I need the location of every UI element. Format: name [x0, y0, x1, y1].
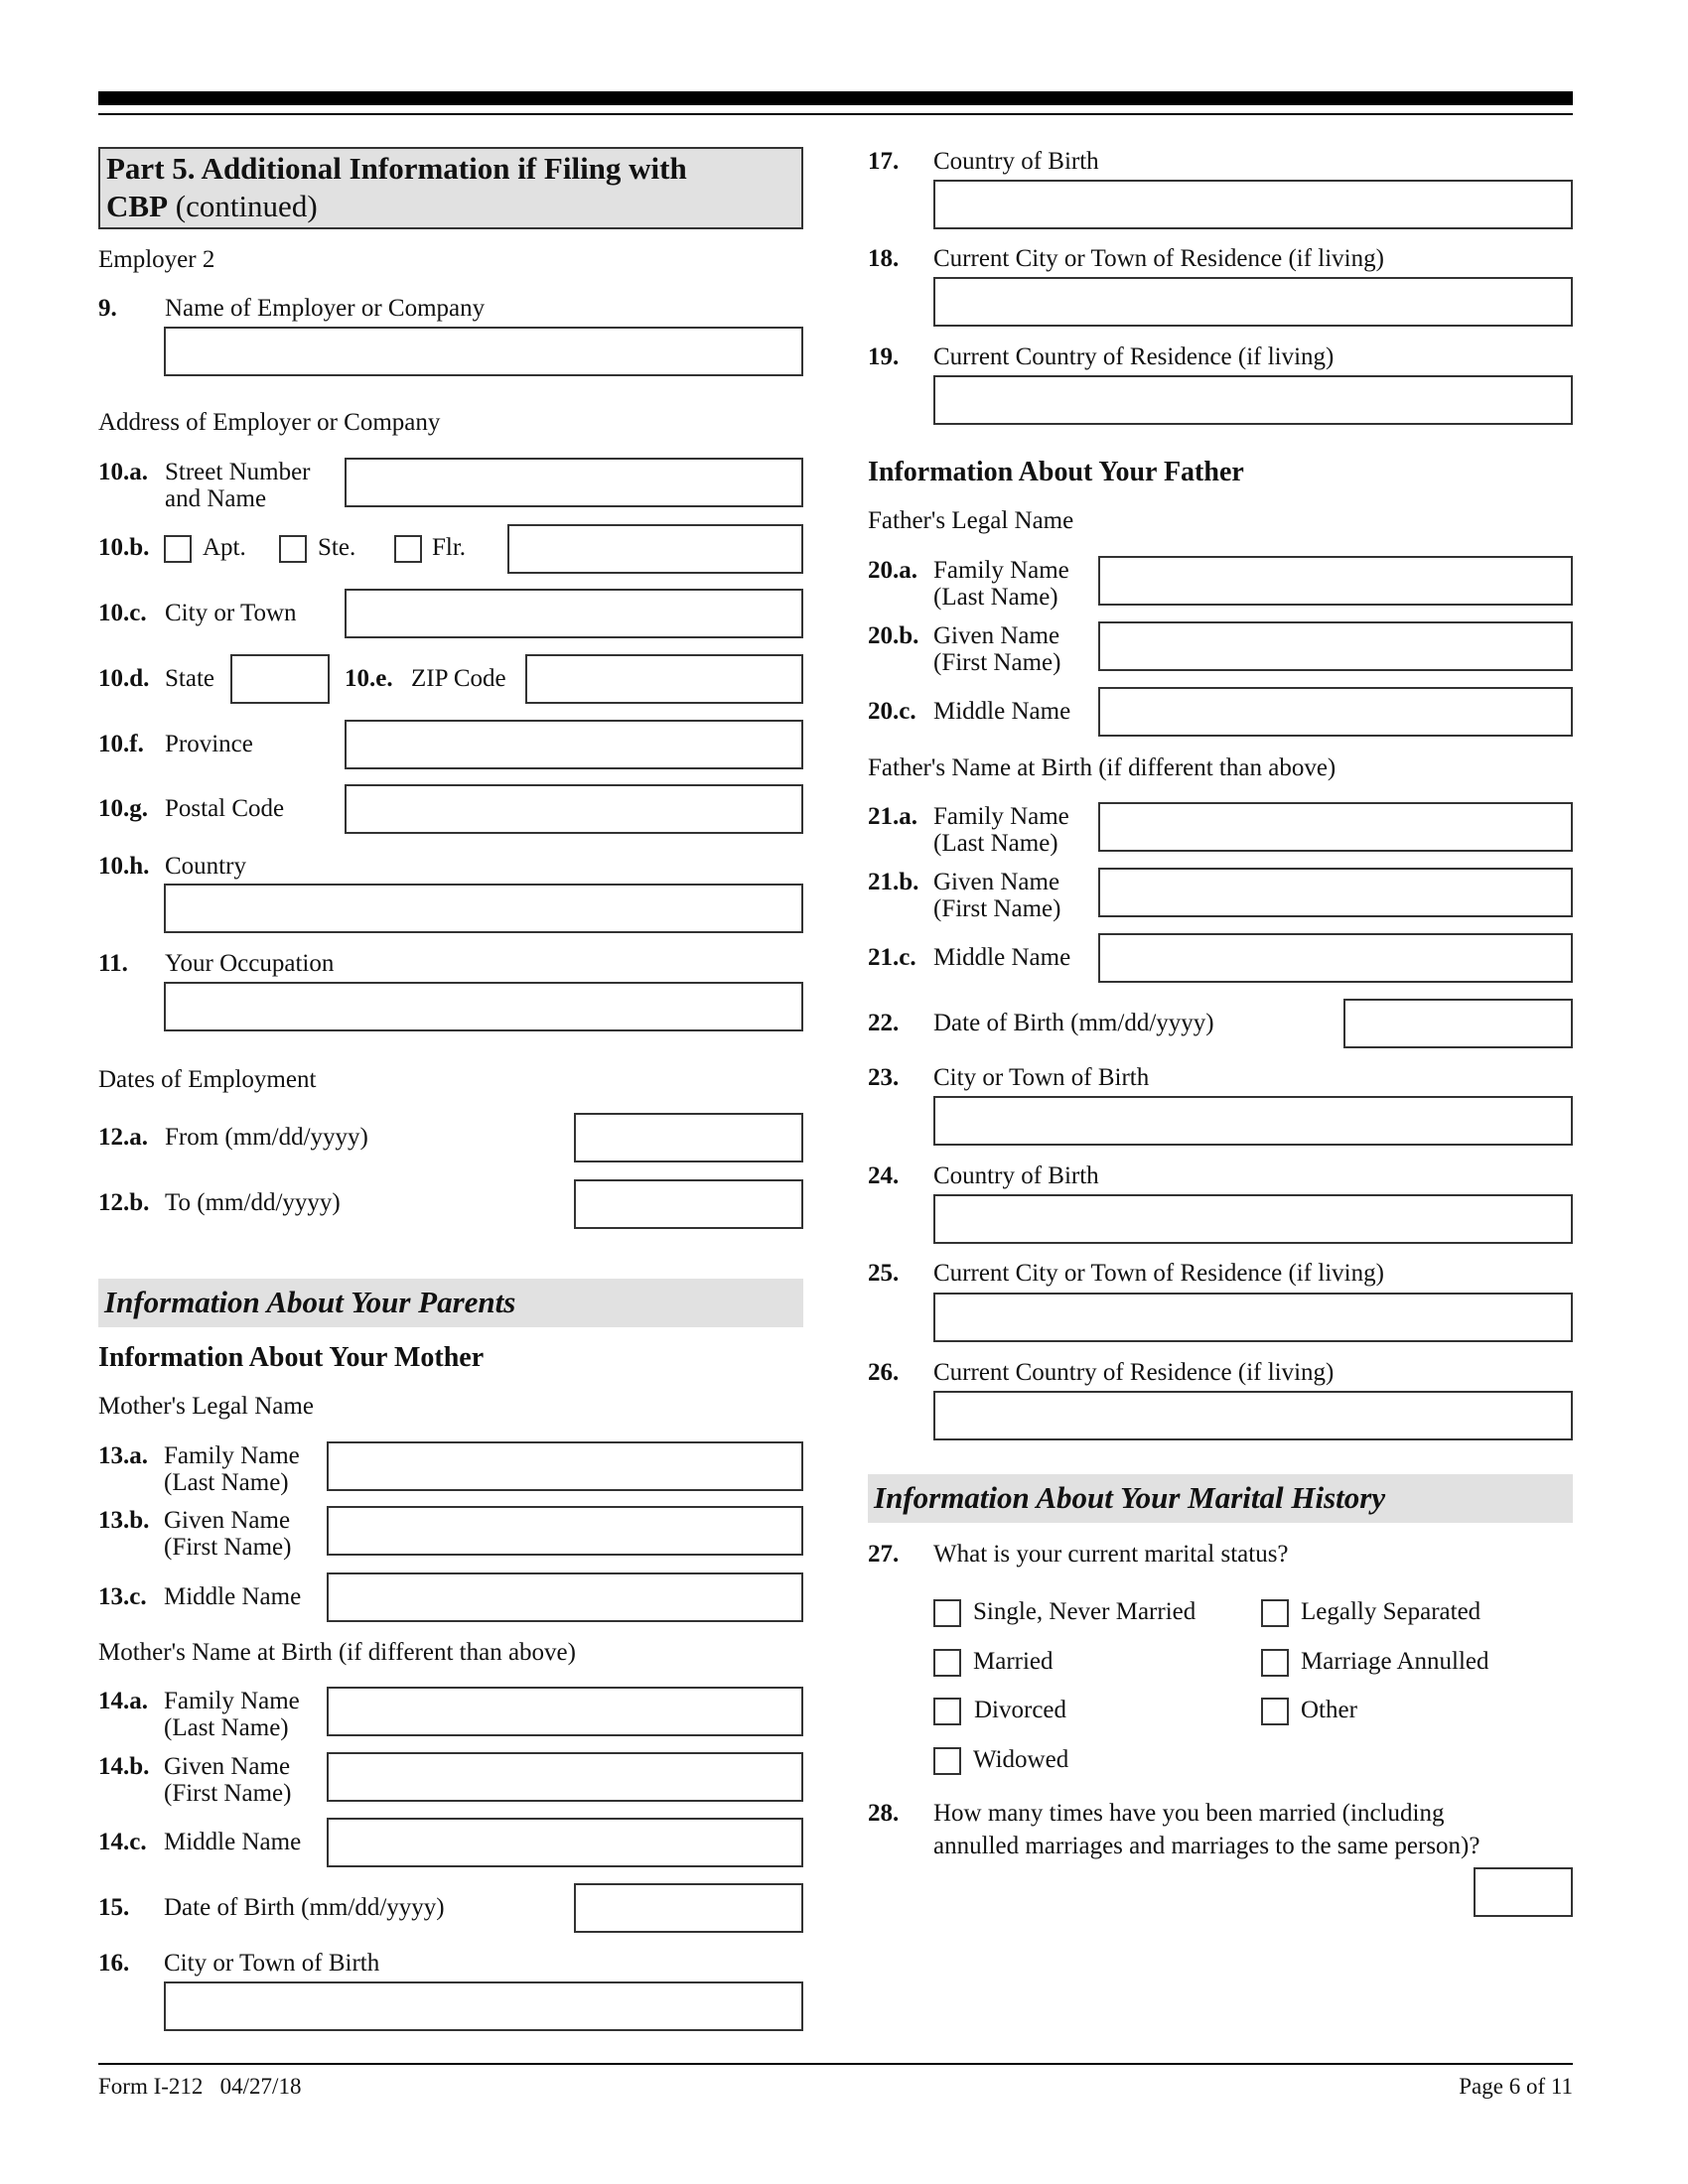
mother-middle-name-input[interactable] [327, 1572, 803, 1622]
father-country-of-birth-input[interactable] [933, 1194, 1573, 1244]
q13a-label-line1: Family Name [164, 1442, 300, 1469]
q13b-label-line2: (First Name) [164, 1534, 292, 1561]
q22-label: Date of Birth (mm/dd/yyyy) [933, 1010, 1214, 1036]
q10g-label: Postal Code [165, 795, 285, 822]
q21b-number: 21.b. [868, 869, 919, 895]
q18-label: Current City or Town of Residence (if living) [933, 245, 1384, 272]
part-title-continued: (continued) [168, 189, 318, 223]
times-married-input[interactable] [1474, 1867, 1573, 1917]
postal-code-input[interactable] [345, 784, 803, 834]
parents-section-banner: Information About Your Parents [98, 1279, 803, 1327]
q27-number: 27. [868, 1541, 900, 1568]
q14c-number: 14.c. [98, 1829, 147, 1855]
q23-label: City or Town of Birth [933, 1064, 1150, 1091]
q20b-label [933, 622, 1060, 676]
father-birth-name-label: Father's Name at Birth (if different than above) [868, 754, 1336, 781]
widowed-checkbox[interactable] [933, 1747, 961, 1775]
q21a-number: 21.a. [868, 803, 917, 830]
flr-checkbox[interactable] [394, 535, 422, 563]
to-date-input[interactable] [574, 1179, 803, 1229]
q10g-number: 10.g. [98, 795, 148, 822]
q14a-label [164, 1688, 300, 1741]
q20c-number: 20.c. [868, 698, 916, 725]
father-residence-city-input[interactable] [933, 1293, 1573, 1342]
q13b-label-line1: Given Name [164, 1507, 291, 1534]
q27-label: What is your current marital status? [933, 1541, 1289, 1568]
mother-birth-name-label: Mother's Name at Birth (if different than above) [98, 1639, 576, 1666]
q20a-label-line2: (Last Name) [933, 584, 1058, 611]
legally-separated-checkbox[interactable] [1261, 1599, 1289, 1627]
q28-number: 28. [868, 1800, 900, 1827]
mother-heading: Information About Your Mother [98, 1342, 485, 1373]
q13c-label: Middle Name [164, 1583, 302, 1610]
q13b-label [164, 1507, 291, 1561]
q20b-number: 20.b. [868, 622, 919, 649]
q13b-number: 13.b. [98, 1507, 150, 1534]
father-city-of-birth-input[interactable] [933, 1096, 1573, 1146]
mother-birth-family-name-input[interactable] [327, 1687, 803, 1736]
q21b-label [933, 869, 1060, 922]
employer-2-label: Employer 2 [98, 246, 215, 273]
employer-name-input[interactable] [164, 327, 803, 376]
q20a-number: 20.a. [868, 557, 917, 584]
q12b-label: To (mm/dd/yyyy) [165, 1189, 341, 1216]
mother-residence-country-input[interactable] [933, 375, 1573, 425]
page-number-footer: Page 6 of 11 [1459, 2074, 1573, 2099]
q14b-label-line2: (First Name) [164, 1780, 292, 1807]
apt-label: Apt. [203, 534, 246, 561]
header-rule-thin [98, 113, 1573, 115]
father-dob-input[interactable] [1343, 999, 1573, 1048]
q25-label: Current City or Town of Residence (if living) [933, 1260, 1384, 1287]
q17-label: Country of Birth [933, 148, 1099, 175]
q10c-label: City or Town [165, 600, 297, 626]
married-checkbox[interactable] [933, 1649, 961, 1677]
father-legal-name-label: Father's Legal Name [868, 507, 1074, 534]
q16-label: City or Town of Birth [164, 1950, 380, 1977]
q12a-number: 12.a. [98, 1124, 148, 1151]
marriage-annulled-label: Marriage Annulled [1301, 1648, 1489, 1675]
apt-checkbox[interactable] [164, 535, 192, 563]
header-rule-thick [98, 91, 1573, 105]
q12a-label: From (mm/dd/yyyy) [165, 1124, 368, 1151]
q16-number: 16. [98, 1950, 130, 1977]
mother-legal-name-label: Mother's Legal Name [98, 1393, 314, 1420]
mother-country-of-birth-input[interactable] [933, 180, 1573, 229]
q24-label: Country of Birth [933, 1162, 1099, 1189]
q14a-label-line1: Family Name [164, 1688, 300, 1714]
q14c-label: Middle Name [164, 1829, 302, 1855]
q10b-number: 10.b. [98, 534, 150, 561]
other-checkbox[interactable] [1261, 1698, 1289, 1725]
q23-number: 23. [868, 1064, 900, 1091]
mother-dob-input[interactable] [574, 1883, 803, 1933]
q9-label: Name of Employer or Company [165, 295, 486, 322]
q10d-label: State [165, 665, 214, 692]
city-input[interactable] [345, 589, 803, 638]
single-checkbox[interactable] [933, 1599, 961, 1627]
q19-number: 19. [868, 343, 900, 370]
divorced-checkbox[interactable] [933, 1698, 961, 1725]
address-section-label: Address of Employer or Company [98, 409, 441, 436]
q21b-label-line1: Given Name [933, 869, 1060, 895]
q24-number: 24. [868, 1162, 900, 1189]
married-label: Married [973, 1648, 1054, 1675]
father-residence-country-input[interactable] [933, 1391, 1573, 1440]
occupation-input[interactable] [164, 982, 803, 1031]
other-label: Other [1301, 1697, 1357, 1723]
from-date-input[interactable] [574, 1113, 803, 1162]
q14b-label-line1: Given Name [164, 1753, 291, 1780]
q20c-label: Middle Name [933, 698, 1071, 725]
unit-number-input[interactable] [507, 524, 803, 574]
q14a-label-line2: (Last Name) [164, 1714, 289, 1741]
ste-label: Ste. [318, 534, 356, 561]
q10a-label-line2: and Name [165, 485, 267, 512]
ste-checkbox[interactable] [279, 535, 307, 563]
q22-number: 22. [868, 1010, 900, 1036]
zip-input[interactable] [525, 654, 803, 704]
marriage-annulled-checkbox[interactable] [1261, 1649, 1289, 1677]
divorced-label: Divorced [974, 1697, 1067, 1723]
q11-number: 11. [98, 950, 128, 977]
q12b-number: 12.b. [98, 1189, 150, 1216]
q28-label-line1: How many times have you been married (including [933, 1800, 1445, 1827]
mother-birth-given-name-input[interactable] [327, 1752, 803, 1802]
flr-label: Flr. [432, 534, 467, 561]
q13a-number: 13.a. [98, 1442, 148, 1469]
q21a-label-line1: Family Name [933, 803, 1069, 830]
mother-family-name-input[interactable] [327, 1441, 803, 1491]
q21a-label-line2: (Last Name) [933, 830, 1058, 857]
q21c-number: 21.c. [868, 944, 916, 971]
q15-number: 15. [98, 1894, 130, 1921]
widowed-label: Widowed [973, 1746, 1069, 1773]
father-birth-middle-name-input[interactable] [1098, 933, 1573, 983]
mother-residence-city-input[interactable] [933, 277, 1573, 327]
province-input[interactable] [345, 720, 803, 769]
street-input[interactable] [345, 458, 803, 507]
q13a-label [164, 1442, 300, 1496]
q21b-label-line2: (First Name) [933, 895, 1061, 922]
country-input[interactable] [164, 884, 803, 933]
q14b-number: 14.b. [98, 1753, 150, 1780]
father-birth-family-name-input[interactable] [1098, 802, 1573, 852]
q10a-number: 10.a. [98, 459, 148, 485]
part-title-cbp: CBP [106, 189, 168, 223]
q13c-number: 13.c. [98, 1583, 147, 1610]
q26-label: Current Country of Residence (if living) [933, 1359, 1335, 1386]
single-label: Single, Never Married [973, 1598, 1196, 1625]
q20b-label-line1: Given Name [933, 622, 1060, 649]
q10a-label-line1: Street Number [165, 459, 311, 485]
q10h-number: 10.h. [98, 853, 150, 880]
q20a-label-line1: Family Name [933, 557, 1069, 584]
q14a-number: 14.a. [98, 1688, 148, 1714]
q10e-number: 10.e. [345, 665, 393, 692]
q10h-label: Country [165, 853, 246, 880]
dates-of-employment-label: Dates of Employment [98, 1066, 317, 1093]
q20b-label-line2: (First Name) [933, 649, 1061, 676]
q9-number: 9. [98, 295, 117, 322]
q14b-label [164, 1753, 291, 1807]
father-family-name-input[interactable] [1098, 556, 1573, 606]
q21c-label: Middle Name [933, 944, 1071, 971]
part-title-line1: Part 5. Additional Information if Filing with [106, 151, 687, 186]
q10f-label: Province [165, 731, 253, 757]
legally-separated-label: Legally Separated [1301, 1598, 1481, 1625]
q15-label: Date of Birth (mm/dd/yyyy) [164, 1894, 445, 1921]
form-id-footer: Form I-212 04/27/18 [98, 2074, 302, 2099]
q21a-label [933, 803, 1069, 857]
father-birth-given-name-input[interactable] [1098, 868, 1573, 917]
q11-label: Your Occupation [165, 950, 335, 977]
part-header [98, 147, 803, 229]
q10e-label: ZIP Code [411, 665, 506, 692]
q28-label-line2: annulled marriages and marriages to the same person)? [933, 1833, 1480, 1859]
q10a-label [165, 459, 310, 512]
q10f-number: 10.f. [98, 731, 144, 757]
q19-label: Current Country of Residence (if living) [933, 343, 1335, 370]
q13a-label-line2: (Last Name) [164, 1469, 289, 1496]
state-input[interactable] [230, 654, 330, 704]
q10d-number: 10.d. [98, 665, 150, 692]
q25-number: 25. [868, 1260, 900, 1287]
father-middle-name-input[interactable] [1098, 687, 1573, 737]
mother-birth-middle-name-input[interactable] [327, 1818, 803, 1867]
father-heading: Information About Your Father [868, 457, 1244, 487]
q10c-number: 10.c. [98, 600, 147, 626]
mother-given-name-input[interactable] [327, 1506, 803, 1556]
father-given-name-input[interactable] [1098, 621, 1573, 671]
q26-number: 26. [868, 1359, 900, 1386]
footer-rule [98, 2063, 1573, 2065]
q17-number: 17. [868, 148, 900, 175]
q20a-label [933, 557, 1069, 611]
mother-city-of-birth-input[interactable] [164, 1981, 803, 2031]
marital-history-banner: Information About Your Marital History [868, 1474, 1573, 1523]
q18-number: 18. [868, 245, 900, 272]
